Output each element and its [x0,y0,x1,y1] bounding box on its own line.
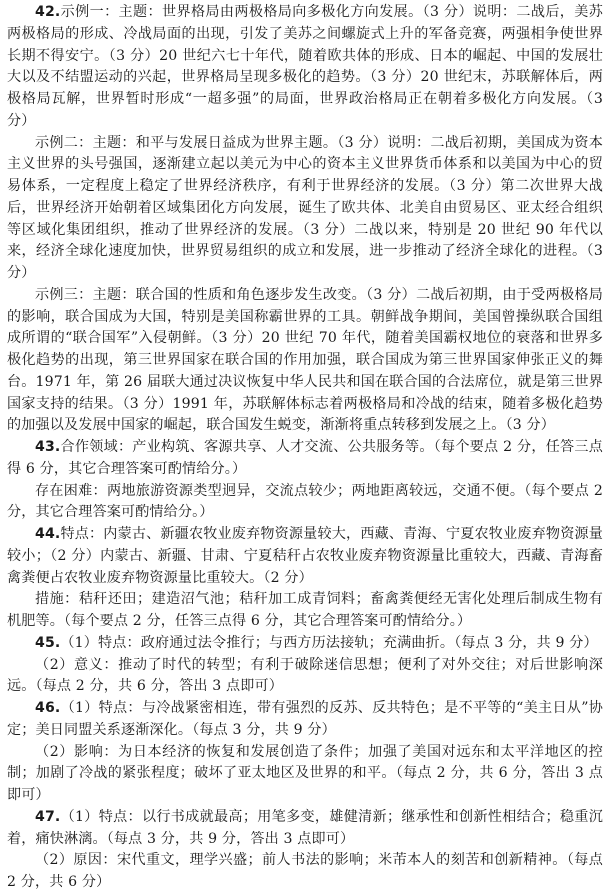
answer-text: （2）意义：推动了时代的转型；有利于破除迷信思想；便利了对外交往；对后世影响深远。（每点 2 分，共 6 分，答出 3 点即可） [7,656,603,695]
question-number: 44. [35,526,61,542]
answer-text: 示例三：主题：联合国的性质和角色逐步发生改变。（3 分）二战后初期，由于受两极格局的影响，联合国成为大国，特别是美国称霸世界的工具。朝鲜战争期间，美国曾操纵联合国组成所谓的“联合国军”入侵朝鲜。（3 分）20 世纪 70 年代，随着美国霸权地位的衰落和世界多极化趋势的出现，第三世界国家在联合国的作用加强，联合国成为第三世界国家伸张正义的舞台。1971 年，第 26 届联大通过决议恢复中华人民共和国在联合国的合法席位，就是第三世界国家支持的结果。（3 分）1991 年，苏联解体标志着两极格局和冷战的结束，随着多极化趋势的加强以及发展中国家的崛起，联合国发生蜕变，渐渐将重点转移到发展之上。（3 分） [7,286,603,434]
answer-text: （2）原因：宋代重文，理学兴盛；前人书法的影响；米芾本人的刻苦和创新精神。（每点 2 分，共 6 分） [7,852,603,890]
answer-text: （1）特点：以行书成就最高；用笔多变，雄健清新；继承性和创新性相结合；稳重沉着，痛快淋漓。（每点 3 分，共 9 分，答出 3 点即可） [7,808,603,847]
answer-text: 存在困难：两地旅游资源类型迥异，交流点较少；两地距离较远，交通不便。（每个要点 2 分，其它合理答案可酌情给分。） [7,482,603,521]
answer-text: 特点：内蒙古、新疆农牧业废弃物资源量较大，西藏、青海、宁夏农牧业废弃物资源量较小；（2 分）内蒙古、新疆、甘肃、宁夏秸秆占农牧业废弃物资源量比重较大，西藏、青海畜禽粪便占农牧业废弃物资源量比重较大。（2 分） [7,526,603,586]
question-number: 42. [35,4,61,20]
answer-text: （1）特点：与冷战紧密相连，带有强烈的反苏、反共特色；是不平等的“美主日从”协定；美日同盟关系逐渐深化。（每点 3 分，共 9 分） [7,700,603,738]
answer-text: （1）特点：政府通过法令推行；与西方历法接轨；充满曲折。（每点 3 分，共 9 分） [60,634,598,651]
answer-43-cooperation [7,437,603,481]
question-number: 45. [35,634,61,651]
answer-text: 示例二：主题：和平与发展日益成为世界主题。（3 分）说明：二战后初期，美国成为资本主义世界的头号强国，逐渐建立起以美元为中心的资本主义世界货币体系和以美国为中心的贸易体系，一定程度上稳定了世界经济秩序，有利于世界经济的发展。（3 分）第二次世界大战后，世界经济开始朝着区域集团化方向发展，诞生了欧共体、北美自由贸易区、亚太经合组织等区域化集团组织，推动了世界经济的发展。（3 分）二战以来，特别是 20 世纪 90 年代以来，经济全球化速度加快，世界贸易组织的成立和发展，进一步推动了经济全球化的进程。（3 分） [7,134,603,281]
answer-text: 示例一：主题：世界格局由两极格局向多极化方向发展。（3 分）说明：二战后，美苏两极格局的形成、冷战局面的出现，引发了美苏之间螺旋式上升的军备竞赛，两强相争使世界长期不得安宁。（3 分）20 世纪六七十年代，随着欧共体的形成、日本的崛起、中国的发展壮大以及不结盟运动的兴起，世界格局呈现多极化的趋势。（3 分）20 世纪末，苏联解体后，两极格局瓦解，世界暂时形成“一超多强”的局面，世界政治格局正在朝着多极化方向发展。（3 分） [7,4,603,129]
answer-47-part-2 [7,850,603,894]
answer-45-part-2 [7,655,603,699]
answer-46-part-2 [7,742,603,807]
answer-44-measures [7,589,603,633]
question-number: 47. [35,808,61,825]
answer-45-part-1 [7,633,603,655]
question-number: 46. [35,700,61,716]
question-number: 43. [35,439,61,455]
answer-text: 合作领域：产业构筑、客源共享、人才交流、公共服务等。（每个要点 2 分，任答三点得 6 分，其它合理答案可酌情给分。） [7,439,603,477]
answer-43-difficulties [7,481,603,525]
answer-42-example-1 [7,2,603,133]
answer-text: 措施：秸秆还田；建造沼气池；秸秆加工成青饲料；畜禽粪便经无害化处理后制成生物有机肥等。（每个要点 2 分，任答三点得 6 分，其它合理答案可酌情给分。） [7,591,603,629]
answer-47-part-1 [7,807,603,851]
answer-42-example-2 [7,133,603,285]
answer-46-part-1 [7,698,603,742]
answer-text: （2）影响：为日本经济的恢复和发展创造了条件；加强了美国对远东和太平洋地区的控制；加剧了冷战的紧张程度；破坏了亚太地区及世界的和平。（每点 2 分，共 6 分，答出 3 点即可） [7,743,603,803]
answer-44-features [7,524,603,589]
answer-42-example-3 [7,285,603,437]
